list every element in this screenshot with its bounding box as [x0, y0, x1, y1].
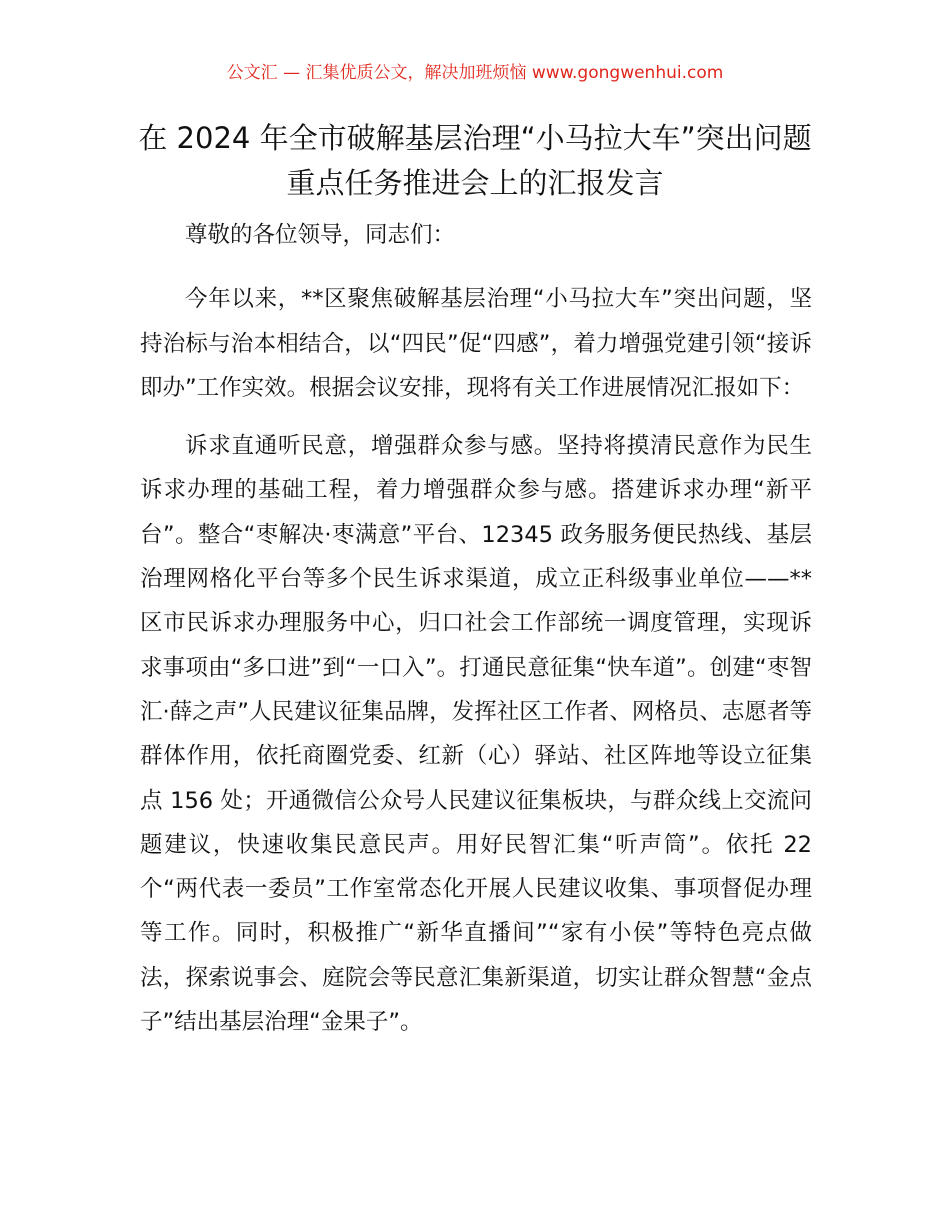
- document-body: [140, 213, 812, 1044]
- paragraph-section-1: 诉求直通听民意，增强群众参与感。坚持将摸清民意作为民生诉求办理的基础工程，着力增强群众参与感。搭建诉求办理“新平台”。整合“枣解决·枣满意”平台、12345 政务服务便民热线、基层治理网格化平台等多个民生诉求渠道，成立正科级事业单位——**区市民诉求办理服务中心，归口社会工作部统一调度管理，实现诉求事项由“多口进”到“一口入”。打通民意征集“快车道”。创建“枣智汇·薛之声”人民建议征集品牌，发挥社区工作者、网格员、志愿者等群体作用，依托商圈党委、红新（心）驿站、社区阵地等设立征集点 156 处；开通微信公众号人民建议征集板块，与群众线上交流问题建议，快速收集民意民声。用好民智汇集“听声筒”。依托 22 个“两代表一委员”工作室常态化开展人民建议收集、事项督促办理等工作。同时，积极推广“新华直播间”“家有小侯”等特色亮点做法，探索说事会、庭院会等民意汇集新渠道，切实让群众智慧“金点子”结出基层治理“金果子”。: [140, 433, 812, 1036]
- document-title: 在 2024 年全市破解基层治理“小马拉大车”突出问题重点任务推进会上的汇报发言: [138, 121, 812, 200]
- site-banner: 公文汇 — 汇集优质公文，解决加班烦恼 www.gongwenhui.com: [226, 63, 724, 83]
- salutation: 尊敬的各位领导，同志们：: [185, 222, 456, 248]
- paragraph-intro: 今年以来，**区聚焦破解基层治理“小马拉大车”突出问题，坚持治标与治本相结合，以“四民”促“四感”，着力增强党建引领“接诉即办”工作实效。根据会议安排，现将有关工作进展情况汇报如下：: [140, 286, 812, 401]
